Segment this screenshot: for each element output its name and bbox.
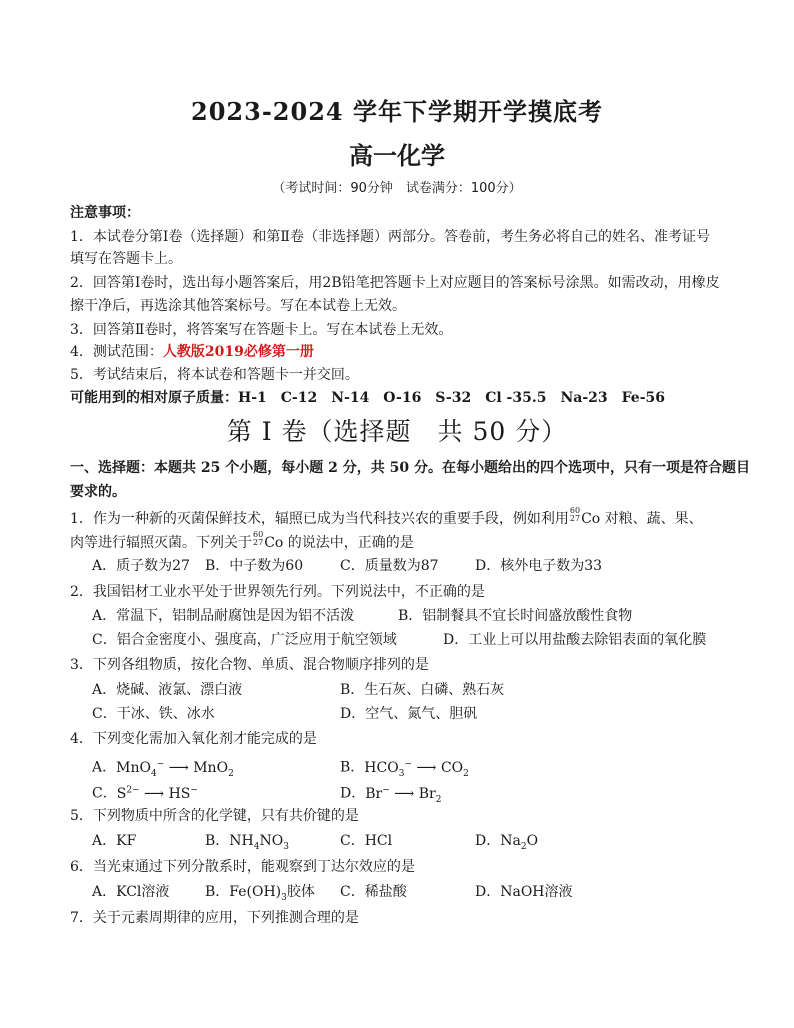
q6-option-d[interactable]: D．NaOH溶液 <box>475 884 573 900</box>
q2-option-d[interactable]: D．工业上可以用盐酸去除铝表面的氧化膜 <box>443 632 707 648</box>
q6-b-label: B． <box>205 884 230 900</box>
section-1-title: 第 I 卷（选择题 共 50 分） <box>226 417 568 446</box>
q4-d-formula: Br− ⟶ $Br_2$ <box>365 785 442 805</box>
q4-b-formula: $HCO_3^-$ ⟶ $CO_2$ <box>364 759 469 779</box>
q5-d-formula: $Na_2O$ <box>500 833 539 852</box>
q1-stem-part: Co 的说法中，正确的是 <box>264 535 414 551</box>
isotope-notation <box>253 531 263 547</box>
q1-option-c[interactable]: C．质量数为87 <box>340 558 439 574</box>
q6-option-c[interactable]: C．稀盐酸 <box>340 884 407 900</box>
q4-a-label: A． <box>92 759 117 776</box>
notes-heading: 注意事项： <box>70 205 140 221</box>
exam-subject: 高一化学 <box>349 141 445 170</box>
q2-option-b[interactable]: B．铝制餐具不宜长时间盛放酸性食物 <box>398 608 633 624</box>
q3-stem: 3．下列各组物质，按化合物、单质、混合物顺序排列的是 <box>70 657 429 673</box>
q4-b-label: B． <box>340 759 365 776</box>
note-2a: 2．回答第Ⅰ卷时，选出每小题答案后，用2B铅笔把答题卡上对应题目的答案标号涂黑。如需改动，用橡皮 <box>70 275 720 291</box>
q5-option-a[interactable]: A．KF <box>92 833 137 849</box>
q1-option-a[interactable]: A．质子数为27 <box>92 558 190 574</box>
q1-option-d[interactable]: D．核外电子数为33 <box>475 558 603 574</box>
q1-option-b[interactable]: B．中子数为60 <box>205 558 304 574</box>
section-1-instructions-b: 要求的。 <box>70 484 126 500</box>
note-4-prefix: 4．测试范围： <box>70 344 163 360</box>
q1-stem-line2 <box>70 531 414 553</box>
iso-z: 27 <box>253 538 264 547</box>
note-3: 3．回答第Ⅱ卷时，将答案写在答题卡上。写在本试卷上无效。 <box>70 322 453 338</box>
q4-stem: 4．下列变化需加入氧化剂才能完成的是 <box>70 731 317 747</box>
q4-c-label: C． <box>92 785 117 802</box>
note-4 <box>70 342 314 362</box>
q5-b-label: B． <box>205 833 230 849</box>
note-5: 5．考试结束后，将本试卷和答题卡一并交回。 <box>70 367 359 383</box>
q5-d-label: D． <box>475 833 501 849</box>
note-2b: 擦干净后，再选涂其他答案标号。写在本试卷上无效。 <box>70 298 406 314</box>
q2-option-c[interactable]: C．铝合金密度小、强度高，广泛应用于航空领域 <box>92 632 397 648</box>
q5-option-c[interactable]: C．HCl <box>340 833 393 849</box>
q7-stem: 7．关于元素周期律的应用，下列推测合理的是 <box>70 910 359 926</box>
isotope-notation <box>570 507 580 523</box>
q3-option-c[interactable]: C．干冰、铁、冰水 <box>92 706 215 722</box>
q6-b-suffix: 胶体 <box>286 884 315 900</box>
exam-info: （考试时间：90分钟 试卷满分：100分） <box>272 181 522 196</box>
q2-option-a[interactable]: A．常温下，铝制品耐腐蚀是因为铝不活泼 <box>92 608 355 624</box>
q6-option-b[interactable] <box>205 882 315 908</box>
q3-option-d[interactable]: D．空气、氮气、胆矾 <box>340 706 478 722</box>
q4-d-label: D． <box>340 785 366 802</box>
q4-c-formula: $S^{2-}$ ⟶ HS− <box>116 785 198 802</box>
q6-option-a[interactable]: A．KCl溶液 <box>92 884 170 900</box>
atomic-masses: 可能用到的相对原子质量：H-1 C-12 N-14 O-16 S-32 Cl -35.5 Na-23 Fe-56 <box>70 390 665 406</box>
q3-option-b[interactable]: B．生石灰、白磷、熟石灰 <box>340 682 505 698</box>
q5-b-formula: $NH_4NO_3$ <box>229 833 289 852</box>
q5-option-b[interactable] <box>205 831 289 857</box>
exam-title: 2023-2024 学年下学期开学摸底考 <box>191 97 603 126</box>
q1-stem-line1 <box>70 507 703 529</box>
test-range: 人教版2019必修第一册 <box>162 344 314 360</box>
q6-stem: 6．当光束通过下列分散系时，能观察到丁达尔效应的是 <box>70 859 415 875</box>
q1-stem-part: 肉等进行辐照灭菌。下列关于 <box>70 535 252 551</box>
note-1a: 1．本试卷分第Ⅰ卷（选择题）和第Ⅱ卷（非选择题）两部分。答卷前，考生务必将自己的姓名、准考证号 <box>70 229 710 245</box>
q6-b-formula: $Fe(OH)_3$ <box>229 884 287 903</box>
q4-option-c[interactable] <box>92 780 198 804</box>
q5-option-d[interactable] <box>475 831 538 857</box>
q5-stem: 5．下列物质中所含的化学键，只有共价键的是 <box>70 808 359 824</box>
iso-mass: 60 <box>569 506 581 515</box>
q3-option-a[interactable]: A．烧碱、液氯、漂白液 <box>92 682 243 698</box>
section-1-instructions-a: 一、选择题：本题共 25 个小题，每小题 2 分，共 50 分。在每小题给出的四个选项中，只有一项是符合题目 <box>70 460 750 476</box>
iso-mass: 60 <box>253 530 264 539</box>
q1-stem-part: Co 对粮、蔬、果、 <box>581 511 703 527</box>
iso-z: 27 <box>569 514 581 523</box>
note-1b: 填写在答题卡上。 <box>70 251 182 267</box>
q2-stem: 2．我国铝材工业水平处于世界领先行列。下列说法中，不正确的是 <box>70 584 485 600</box>
q4-a-formula: MnO$_4$− ⟶ MnO$_2$ <box>116 759 234 779</box>
q1-stem-part: 1．作为一种新的灭菌保鲜技术，辐照已成为当代科技兴农的重要手段，例如利用 <box>70 511 569 527</box>
